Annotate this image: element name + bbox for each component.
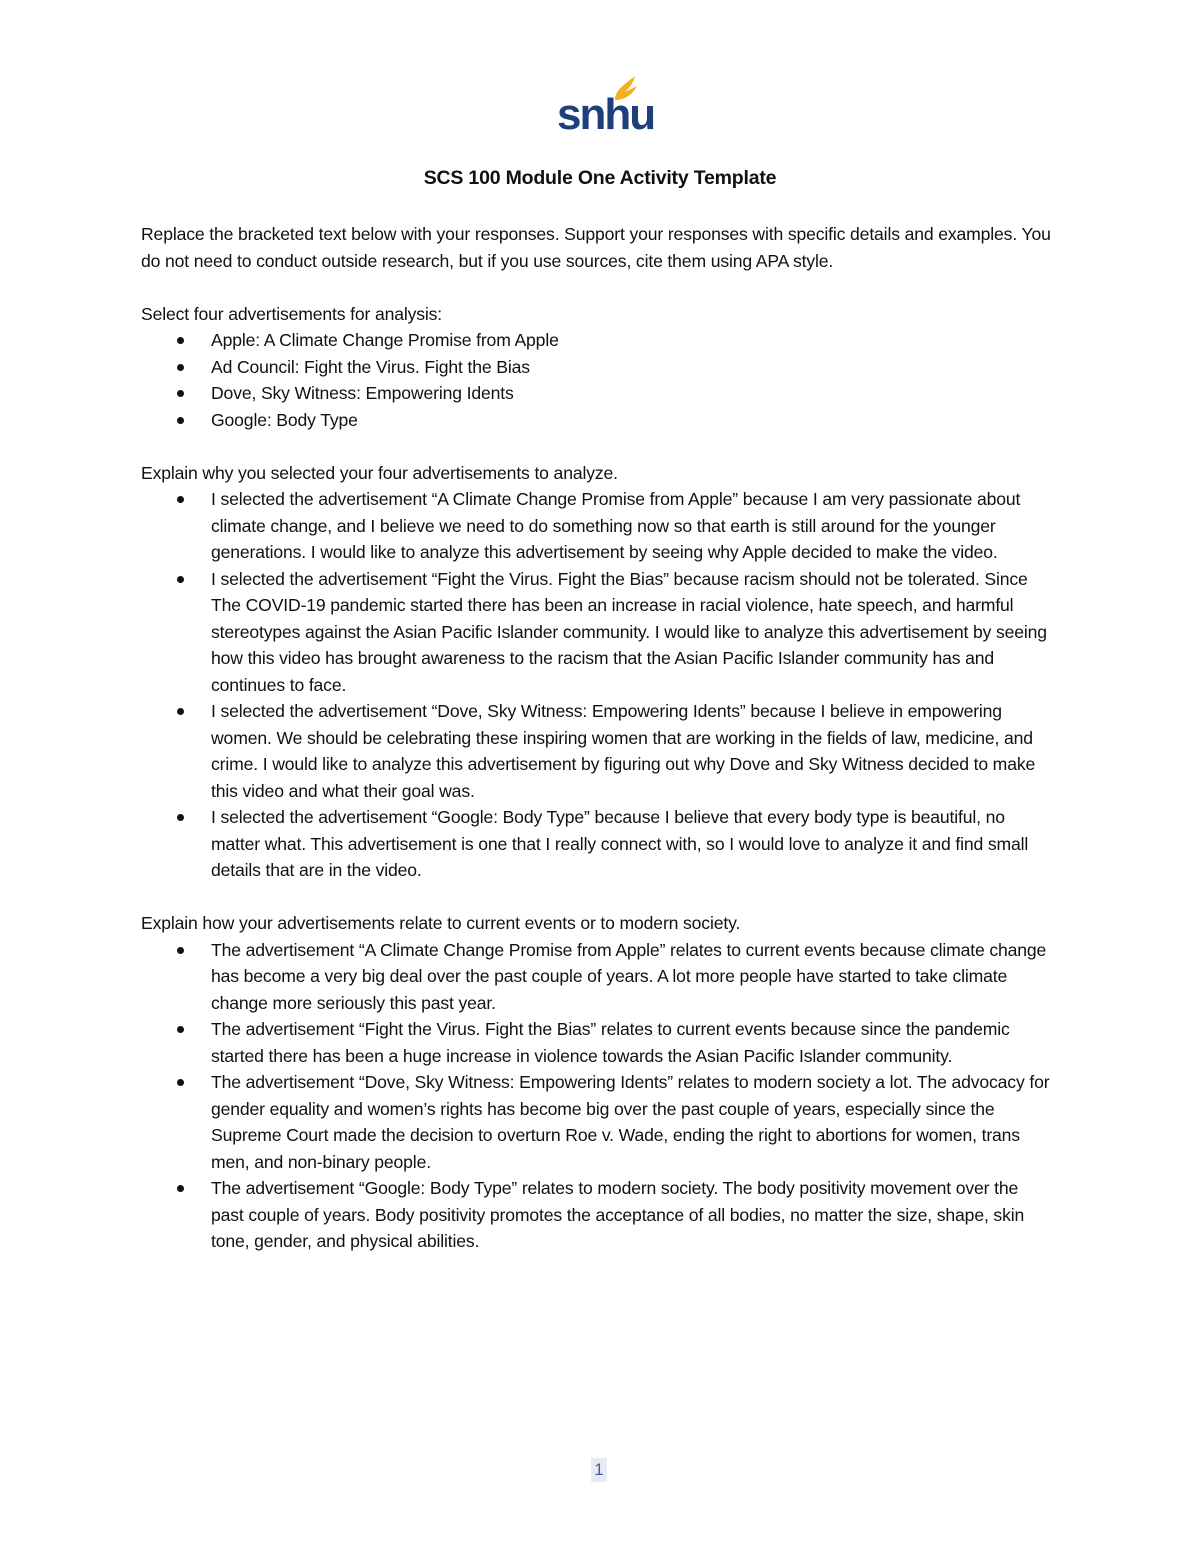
list-item: Dove, Sky Witness: Empowering Idents: [141, 380, 1061, 407]
document-body: [141, 221, 1061, 1255]
how-heading: Explain how your advertisements relate to current events or to modern society.: [141, 913, 741, 933]
bullet-icon: [177, 576, 184, 583]
why-heading: Explain why you selected your four advertisements to analyze.: [141, 462, 618, 483]
list-item: The advertisement “Fight the Virus. Fight the Bias” relates to current events because since the pandemic started there has been a huge increase in violence towards the Asian Pacific Islander community.: [141, 1016, 1061, 1069]
bullet-icon: [177, 1079, 184, 1086]
logo-wordmark: snhu: [557, 90, 655, 139]
snhu-logo: [555, 74, 655, 139]
select-list: [141, 327, 1061, 433]
bullet-icon: [177, 417, 184, 424]
bullet-icon: [177, 364, 184, 371]
list-item: The advertisement “A Climate Change Promise from Apple” relates to current events because climate change has become a very big deal over the past couple of years. A lot more people have started to take climate change more seriously this past year.: [141, 937, 1061, 1017]
bullet-icon: [177, 947, 184, 954]
list-item: The advertisement “Google: Body Type” relates to modern society. The body positivity movement over the past couple of years. Body positivity promotes the acceptance of all bodies, no matter the size, shape, skin tone, gender, and physical abilities.: [141, 1175, 1061, 1255]
page-number: 1: [591, 1458, 607, 1482]
select-heading: Select four advertisements for analysis:: [141, 303, 443, 324]
list-item: Ad Council: Fight the Virus. Fight the Bias: [141, 354, 1061, 381]
list-item: I selected the advertisement “Fight the Virus. Fight the Bias” because racism should not be tolerated. Since The COVID-19 pandemic started there has been an increase in racial violence, hate speech, and harmful stereotypes against the Asian Pacific Islander community. I would like to analyze this advertisement by seeing how this video has brought awareness to the racism that the Asian Pacific Islander community has and continues to face.: [141, 566, 1061, 699]
document-title: SCS 100 Module One Activity Template: [423, 167, 777, 189]
list-item: Google: Body Type: [141, 407, 1061, 434]
bullet-icon: [177, 390, 184, 397]
why-list: [141, 486, 1061, 884]
bullet-icon: [177, 814, 184, 821]
list-item: Apple: A Climate Change Promise from Apple: [141, 327, 1061, 354]
list-item: I selected the advertisement “Dove, Sky Witness: Empowering Idents” because I believe in empowering women. We should be celebrating these inspiring women that are working in the fields of law, medicine, and crime. I would like to analyze this advertisement by figuring out why Dove and Sky Witness decided to make this video and what their goal was.: [141, 698, 1061, 804]
list-item: I selected the advertisement “A Climate Change Promise from Apple” because I am very passionate about climate change, and I believe we need to do something now so that earth is still around for the younger generations. I would like to analyze this advertisement by seeing why Apple decided to make the video.: [141, 486, 1061, 566]
bullet-icon: [177, 708, 184, 715]
flame-logo-icon: [555, 74, 655, 139]
bullet-icon: [177, 496, 184, 503]
list-item: I selected the advertisement “Google: Body Type” because I believe that every body type is beautiful, no matter what. This advertisement is one that I really connect with, so I would love to analyze it and find small details that are in the video.: [141, 804, 1061, 884]
bullet-icon: [177, 337, 184, 344]
how-list: [141, 937, 1061, 1255]
bullet-icon: [177, 1026, 184, 1033]
intro-paragraph: Replace the bracketed text below with your responses. Support your responses with specific details and examples. You do not need to conduct outside research, but if you use sources, cite them using APA style.: [141, 224, 1051, 271]
list-item: The advertisement “Dove, Sky Witness: Empowering Idents” relates to modern society a lot. The advocacy for gender equality and women’s rights has become big over the past couple of years, especially since the Supreme Court made the decision to overturn Roe v. Wade, ending the right to abortions for women, trans men, and non-binary people.: [141, 1069, 1061, 1175]
bullet-icon: [177, 1185, 184, 1192]
